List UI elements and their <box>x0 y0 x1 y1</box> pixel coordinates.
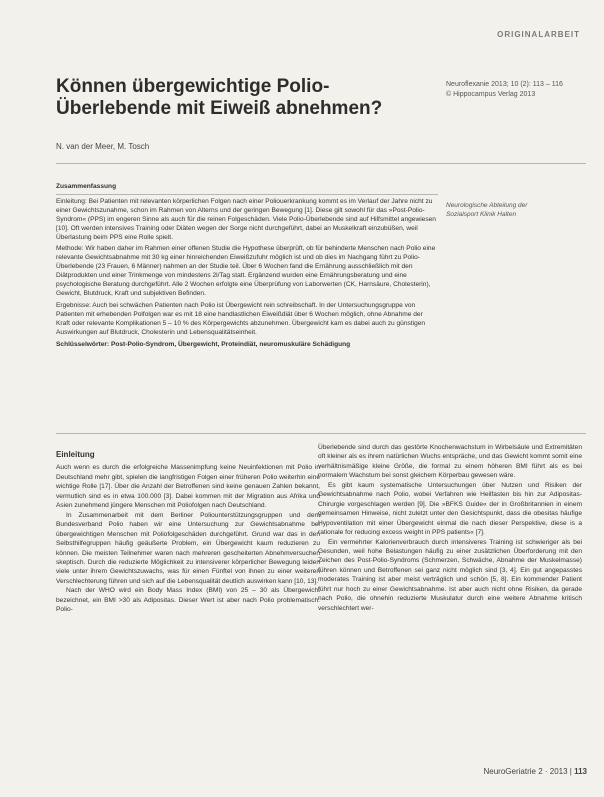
page-number: 113 <box>574 767 587 776</box>
paragraph: Auch wenn es durch die erfolgreiche Massenimpfung keine Neuinfektionen mit Polio in Deutschland mehr gibt, spielen die langfristigen Folgen einer früheren Polio weiterhin eine wichtige Rolle [17]. Über die Anzahl der Betroffenen sind keine genauen Zahlen bekannt, vermutlich sind es in etwa 100.000 [3]. Dabei kommen mit der Migration aus Afrika und Asien zunehmend jüngere Menschen mit Poliofolgen nach Deutschland. <box>56 464 320 510</box>
abstract-keywords: Schlüsselwörter: Post-Polio-Syndrom, Übergewicht, Proteindiät, neuromuskuläre Schädigung <box>56 340 351 348</box>
article-title <box>56 76 416 120</box>
affiliation-line-1: Neurologische Abteilung der <box>446 202 528 209</box>
title-line-2: Überlebende mit Eiweiß abnehmen? <box>56 98 383 119</box>
divider-top <box>56 163 586 164</box>
title-line-1: Können übergewichtige Polio- <box>56 76 330 97</box>
affiliation <box>446 201 586 219</box>
authors: N. van der Meer, M. Tosch <box>56 142 150 151</box>
abstract-introduction: Einleitung: Bei Patienten mit relevanten körperlichen Folgen nach einer Poliouerkrankung kommt es im Verlauf der Jahre nicht zu einer Gewichtszunahme, schon im Rahmen von Alterns und der geringen Bewegung [1]. Diese gilt sowohl für das »Post-Polio-Syndrom« (PPS) im engeren Sinne als auch für die reinen Folgeschäden. Viele Polio-Überlebende sind auf Hilfsmittel angewiesen [10]. Oft werden intensives Training oder Diäten wegen der Sorge nicht durchgeführt, dabei an Muskelkraft einzubüßen, weil Überlastung beim PPS eine Rolle spielt. <box>56 197 436 241</box>
page-footer <box>484 767 588 776</box>
abstract-method: Methode: Wir haben daher im Rahmen einer offenen Studie die Hypothese überprüft, ob für behinderte Menschen nach Polio eine relevante Gewichtsabnahme mit 30 kg einer hinreichenden Eiweißzufuhr möglich ist und ob dies im Nachgang führt zu Polio-Überlebende (23 Frauen, 6 Männer) nahmen an der Studie teil. Über 6 Wochen fand die Ernährung ausschließlich mit den Diätprodukten und einer Trinkmenge von mindestens 2l/Tag statt. Ergänzend wurden eine Ernährungsberatung und eine psychologische Beratung durchgeführt. Alle 2 Wochen erfolgte eine Überprüfung von Laborwerten (CK, Harnsäure, Cholesterin), Gewicht, Blutdruck, Kraft und subjektiven Befinden. <box>56 245 436 297</box>
citation-line-1: Neuroflexanie 2013; 10 (2): 113 – 116 <box>446 81 563 88</box>
paragraph: In Zusammenarbeit mit dem Berliner Poliounterstützungsgruppen und dem Bundesverband Polio haben wir eine Untersuchung zur Gewichtsabnahme bei übergewichtigen Menschen mit Poliofolgeschäden durchgeführt. Grund war das in den Selbsthilfegruppen häufig geäußerte Problem, ein Übergewicht kaum reduzieren zu können. Die meisten Teilnehmer waren nach mehreren gescheiterten Abnehmversuchen skeptisch. Durch die reduzierte Möglichkeit zu intensiverer körperlicher Bewegung leiden viele unter ihrem Gewichtszuwachs, was für einen Fünftel von ihnen zu einer weiteren Verschlechterung führen und sich auf die Lebensqualität deutlich auswirken kann [10, 13]. <box>56 511 320 585</box>
citation <box>446 80 586 100</box>
divider-middle <box>56 433 586 434</box>
paragraph: Überlebende sind durch das gestörte Knochenwachstum in Wirbelsäule und Extremitäten oft kleiner als es ihrem natürlichen Wuchs entspräche, und das Gewicht kommt somit eine verhältnismäßige kleine Größe, die formal zu einem höheren BMI führt als es bei normalem Wachstum bei sonst gleichem Körperbau gewesen wäre. <box>318 444 582 480</box>
column-right <box>318 443 582 613</box>
footer-separator: | <box>569 767 572 776</box>
citation-line-2: © Hippocampus Verlag 2013 <box>446 91 536 98</box>
affiliation-line-2: Sozialsport Klinik Halten <box>446 211 517 218</box>
paragraph: Ein vermehrter Kalorienverbrauch durch intensiveres Training ist schwieriger als bei Gesunden, weil hohe Belastungen häufig zu einer zusätzlichen Überforderung mit den Zeichen des Post-Polio-Syndroms (Schmerzen, Schwäche, Abnahme der Muskelmasse) führen können und Betroffenen sei ganz nicht möglich sind [3, 4]. Ein gut angepasstes moderates Training ist aber meist verträglich und schön [5, 8]. Ein kommender Patient führt nur hoch zu einer Gewichtsabnahme. Ist aber auch nicht ohne Risiken, da gerade nach Polio, die ohnehin reduzierte Muskulatur durch eine weitere Abnahme kritisch verschlechtert wer- <box>318 538 582 612</box>
paragraph: Nach der WHO wird ein Body Mass Index (BMI) von 25 – 30 als Übergewicht bezeichnet, ein BMI >30 als Adipositas. Dieser Wert ist aber nach Polio problematisch: Polio- <box>56 587 320 614</box>
paragraph: Es gibt kaum systematische Untersuchungen über Nutzen und Risiken der Gewichtsabnahme nach Polio, wobei Verfahren wie Heilfasten bis hin zur Adipositas-Chirurgie vorgeschlagen werden [9]. Die »BFKS Guide« der in Großbritannien in einem gemeinsamen Hinweise, nicht zuletzt unter den Gesichtspunkt, dass die obesitas häufige Hypoventilation mit einer Übergewicht einmal die nach dieser Perspektive, diese is a rationale for reducing excess weight in PPS patients« [7]. <box>318 481 582 537</box>
intro-heading: Einleitung <box>56 450 95 459</box>
abstract-divider <box>56 194 438 195</box>
abstract <box>56 183 438 352</box>
column-left <box>56 450 320 615</box>
section-label: ORIGINALARBEIT <box>497 30 580 39</box>
abstract-heading: Zusammenfassung <box>56 183 117 190</box>
footer-journal: NeuroGeriatrie 2 · 2013 <box>483 767 568 776</box>
abstract-results: Ergebnisse: Auch bei schwächen Patienten nach Polio ist Übergewicht rein schreibschaft. In der Untersuchungsgruppe von Patienten mit erhebenden Polfolgen war es mit 18 eine handlastlichen Eiweißdiät über 6 Wochen möglich, ohne Abnahme der Kraft oder relevante Komplikationen 5 – 10 % des Körpergewichts abzunehmen. Übergewicht kam es dabei auch zu günstigen Auswirkungen auf Blutdruck, Cholesterin und Lebensqualitätseinheit. <box>56 301 426 336</box>
